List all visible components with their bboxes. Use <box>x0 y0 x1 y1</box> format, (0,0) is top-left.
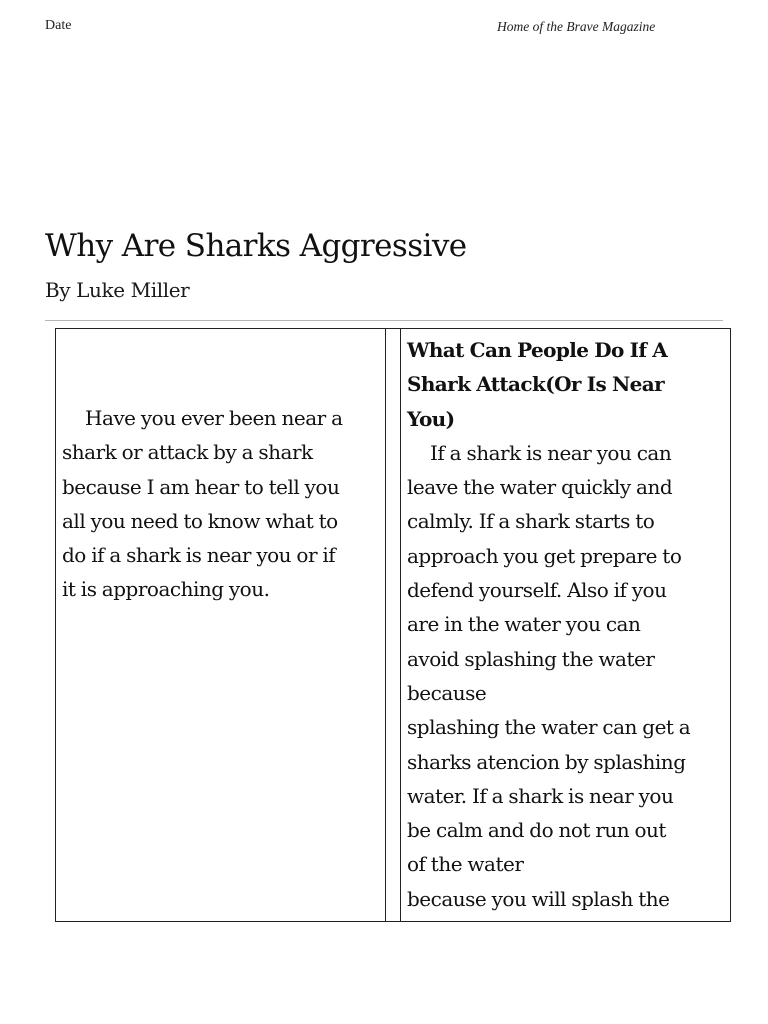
header-magazine-name: Home of the Brave Magazine <box>497 19 656 34</box>
left-column <box>56 329 386 921</box>
body-line: of the water <box>407 852 524 877</box>
title-divider <box>45 320 723 321</box>
two-column-text-table <box>55 328 731 922</box>
body-line: because <box>407 680 487 705</box>
heading-line: Shark Attack(Or Is Near <box>407 372 665 397</box>
article-byline: By Luke Miller <box>45 278 190 302</box>
body-line: defend yourself. Also if you <box>407 578 667 603</box>
heading-line: What Can People Do If A <box>407 338 668 362</box>
heading-line: You) <box>407 406 455 431</box>
intro-line: do if a shark is near you or if <box>62 543 336 568</box>
right-column-content <box>407 333 725 916</box>
body-line: calmly. If a shark starts to <box>407 509 655 534</box>
right-column <box>401 329 730 921</box>
intro-line: Have you ever been near a <box>85 406 343 430</box>
body-line: leave the water quickly and <box>407 475 673 500</box>
intro-paragraph <box>62 401 384 607</box>
intro-line: all you need to know what to <box>62 508 338 533</box>
header-date: Date <box>45 18 72 33</box>
body-line: are in the water you can <box>407 612 641 637</box>
body-line: because you will splash the <box>407 886 670 911</box>
column-gutter <box>386 329 401 921</box>
body-line: approach you get prepare to <box>407 543 682 568</box>
article-title: Why Are Sharks Aggressive <box>45 228 467 264</box>
section-paragraph <box>407 436 725 916</box>
body-line: splashing the water can get a <box>407 715 691 740</box>
section-heading <box>407 333 725 436</box>
intro-line: it is approaching you. <box>62 577 270 602</box>
body-line: be calm and do not run out <box>407 818 666 843</box>
body-line: If a shark is near you can <box>430 440 672 465</box>
body-line: sharks atencion by splashing <box>407 749 686 774</box>
intro-line: because I am hear to tell you <box>62 474 340 499</box>
body-line: water. If a shark is near you <box>407 783 674 808</box>
body-line: avoid splashing the water <box>407 646 655 671</box>
intro-line: shark or attack by a shark <box>62 440 313 465</box>
